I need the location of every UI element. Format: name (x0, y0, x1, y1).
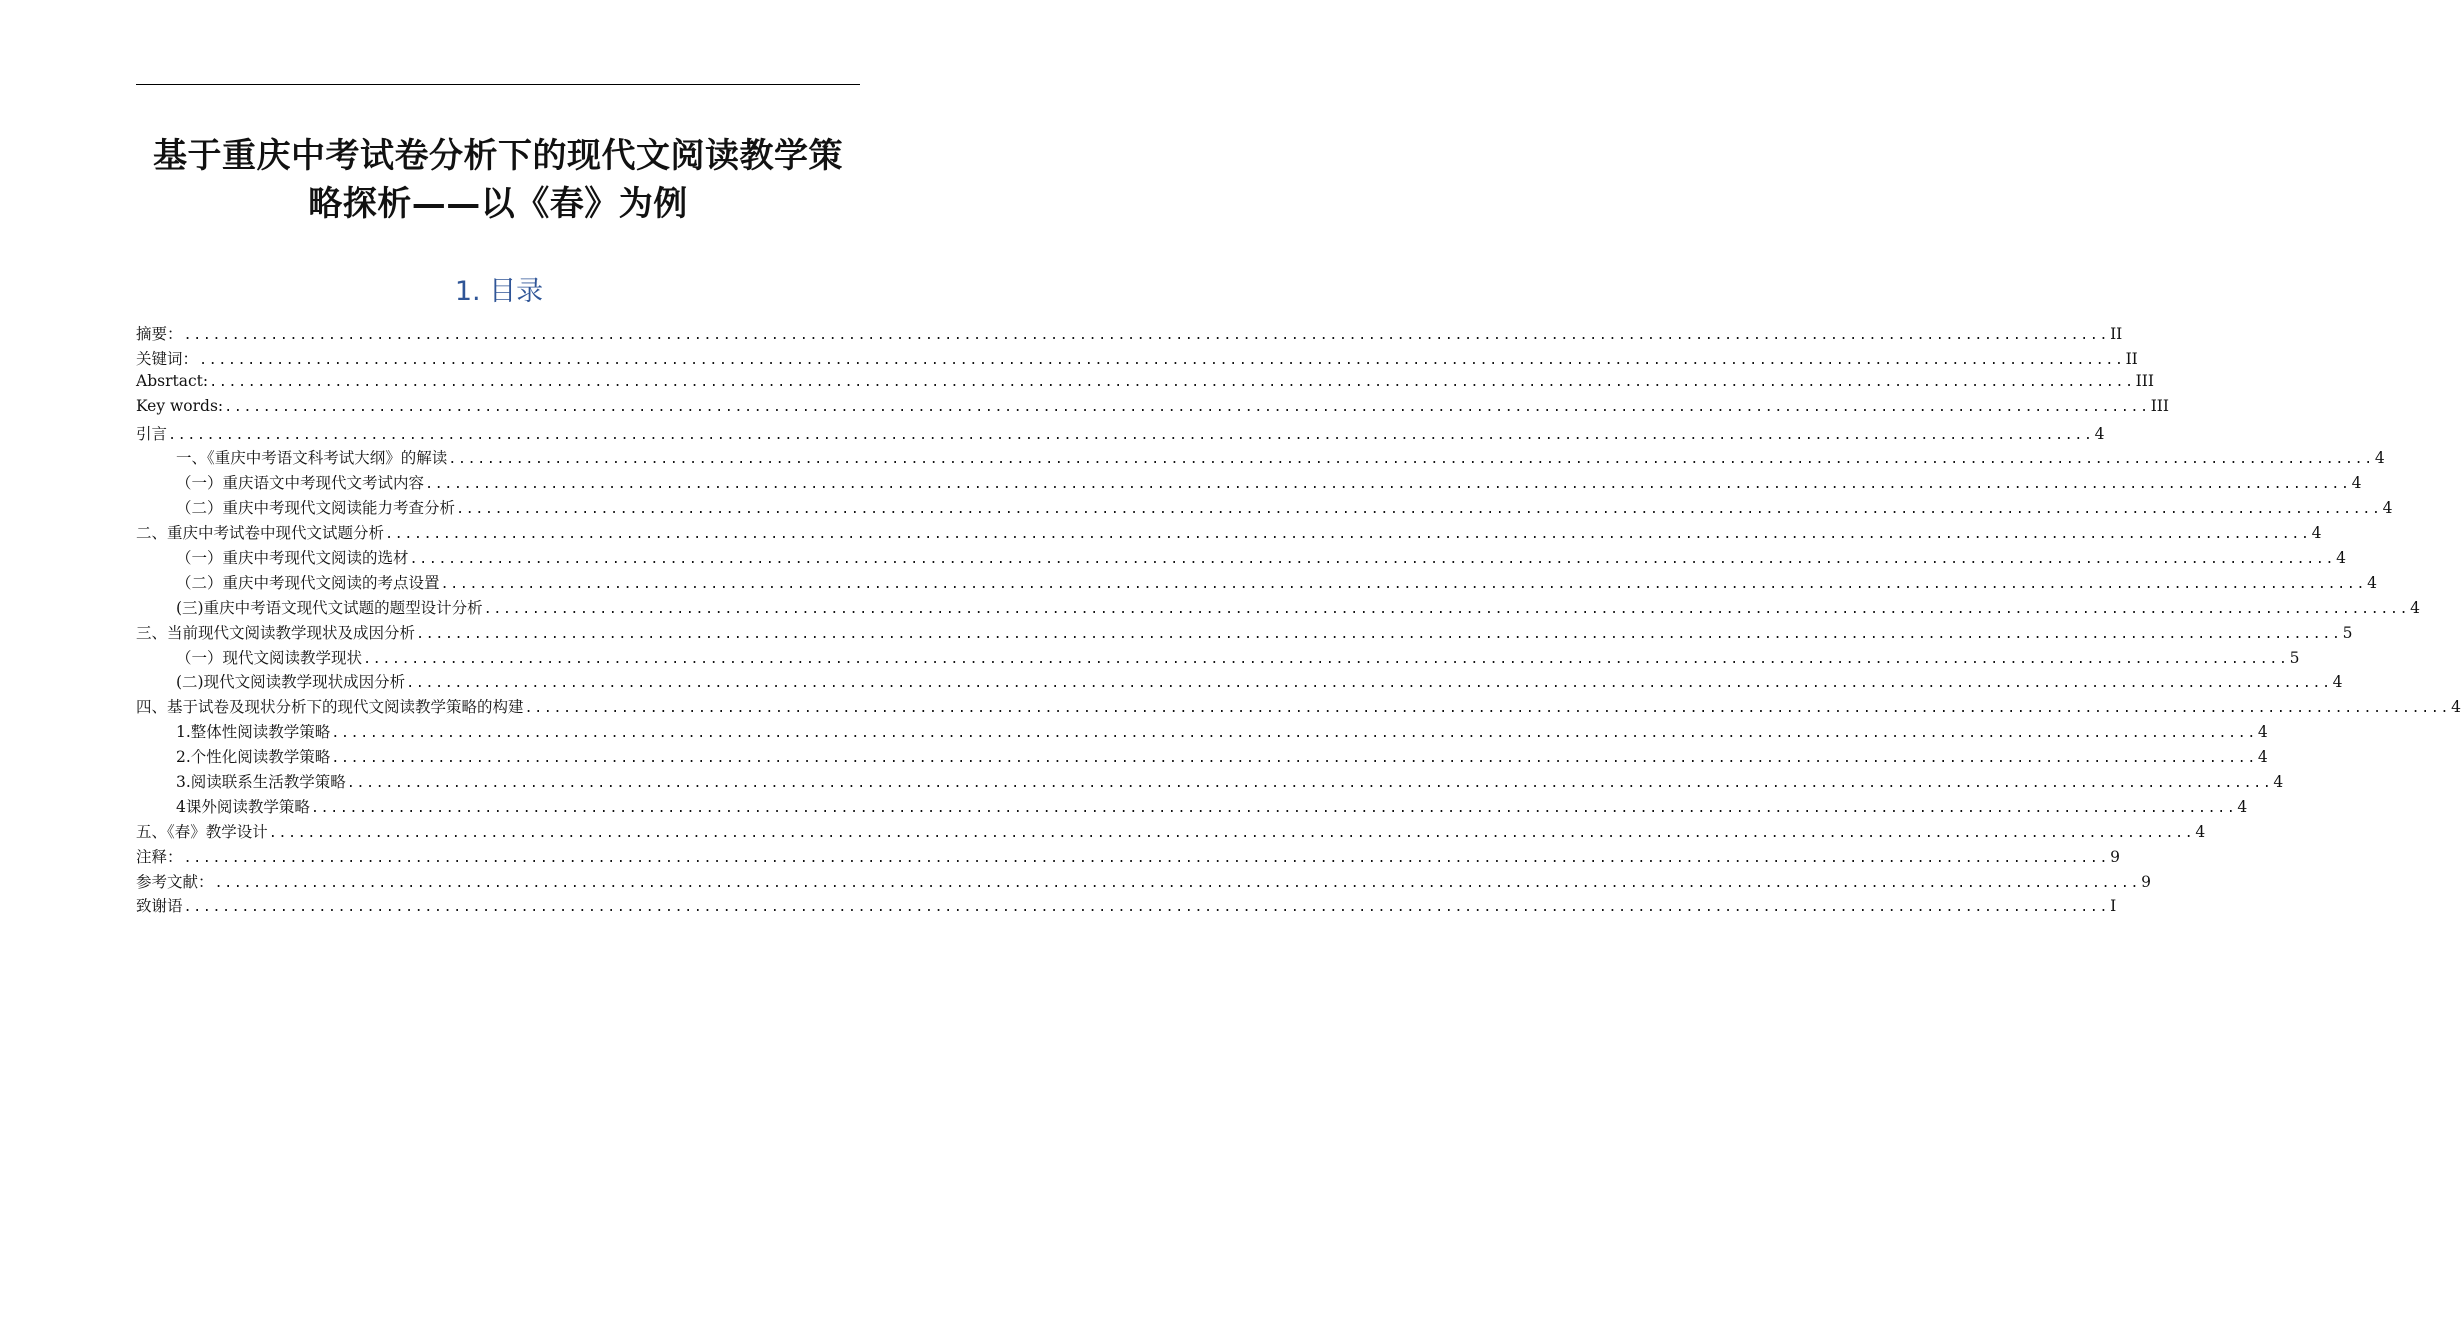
title-line-2: 略探析——以《春》为例 (308, 184, 688, 224)
toc-dot-leader: ........................................................................................................................................................................................................ (363, 650, 2289, 667)
toc-entry-label: (二)现代文阅读教学现状成因分析 (176, 673, 406, 692)
toc-dot-leader: ........................................................................................................................................................................................................ (440, 575, 2367, 592)
toc-entry[interactable] (136, 571, 2377, 596)
toc-entry-page-number: 4 (2273, 773, 2284, 792)
toc-dot-leader: ........................................................................................................................................................................................................ (183, 849, 2110, 866)
toc-entry-page-number: 9 (2141, 872, 2151, 891)
toc-entry-page-number: II (2125, 349, 2138, 368)
toc-dot-leader: ........................................................................................................................................................................................................ (456, 501, 2382, 518)
toc-dot-leader: ........................................................................................................................................................................................................ (385, 526, 2311, 543)
toc-entry[interactable] (136, 820, 2206, 845)
toc-entry-label: 致谢语 (136, 897, 183, 916)
toc-entry-label: Absrtact: (136, 371, 209, 390)
toc-dot-leader: ........................................................................................................................................................................................................ (214, 874, 2141, 891)
toc-entry-page-number: 4 (2257, 748, 2268, 767)
toc-entry[interactable] (136, 745, 2268, 770)
toc-entry-page-number: 5 (2289, 648, 2300, 667)
toc-dot-leader: ........................................................................................................................................................................................................ (268, 824, 2195, 841)
header-rule (136, 84, 860, 85)
toc-entry-page-number: 9 (2110, 847, 2120, 866)
toc-dot-leader: ........................................................................................................................................................................................................ (483, 600, 2410, 617)
toc-entry-label: （一）重庆语文中考现代文考试内容 (176, 474, 425, 493)
toc-entry[interactable] (136, 422, 2105, 447)
toc-entry-page-number: 4 (2311, 524, 2322, 543)
toc-entry[interactable] (136, 546, 2346, 571)
toc-dot-leader: ........................................................................................................................................................................................................ (310, 799, 2237, 816)
toc-entry-page-number: 4 (2410, 598, 2421, 617)
toc-entry[interactable] (136, 347, 2138, 372)
toc-entry-page-number: 4 (2237, 797, 2248, 816)
toc-entry[interactable] (136, 795, 2248, 820)
toc-entry[interactable] (136, 621, 2353, 646)
toc-entry-page-number: III (2150, 396, 2170, 415)
toc-entry-label: 摘要： (136, 325, 183, 343)
toc-entry[interactable] (136, 646, 2300, 671)
toc-entry-label: 五、《春》教学设计 (136, 822, 268, 841)
toc-dot-leader: ........................................................................................................................................................................................................ (183, 327, 2110, 343)
toc-entry[interactable] (136, 894, 2117, 919)
toc-entry-page-number: 5 (2342, 623, 2353, 642)
toc-entry[interactable] (136, 322, 2123, 347)
toc-entry[interactable] (136, 720, 2268, 745)
toc-entry-page-number: 4 (2332, 673, 2343, 692)
toc-dot-leader: ........................................................................................................................................................................................................ (199, 351, 2125, 368)
title-line-1: 基于重庆中考试卷分析下的现代文阅读教学策 (153, 136, 843, 176)
toc-entry-page-number: 4 (2195, 822, 2206, 841)
toc-entry-page-number: II (2110, 325, 2123, 343)
toc-dot-leader: ........................................................................................................................................................................................................ (183, 899, 2110, 916)
toc-dot-leader: ........................................................................................................................................................................................................ (331, 725, 2257, 742)
toc-entry-label: 注释： (136, 847, 183, 866)
toc-dot-leader: ........................................................................................................................................................................................................ (448, 451, 2374, 468)
toc-dot-leader: ........................................................................................................................................................................................................ (331, 750, 2257, 767)
toc-entry[interactable] (136, 446, 2385, 471)
toc-dot-leader: ........................................................................................................................................................................................................ (409, 551, 2336, 568)
table-of-contents (136, 322, 2461, 919)
toc-entry-page-number: 4 (2351, 474, 2362, 493)
toc-dot-leader: ........................................................................................................................................................................................................ (168, 426, 2094, 443)
toc-entry[interactable] (136, 596, 2421, 621)
toc-dot-leader: ........................................................................................................................................................................................................ (224, 398, 2150, 415)
toc-entry-label: 一、《重庆中考语文科考试大纲》的解读 (176, 449, 448, 468)
toc-entry[interactable] (136, 396, 2170, 422)
toc-entry[interactable] (136, 770, 2284, 795)
toc-entry-label: （一）现代文阅读教学现状 (176, 648, 363, 667)
toc-entry-label: (三)重庆中考语文现代文试题的题型设计分析 (176, 598, 483, 617)
toc-entry-label: 参考文献： (136, 872, 214, 891)
toc-entry-label: 1.整体性阅读教学策略 (176, 723, 331, 742)
toc-entry-page-number: 4 (2374, 449, 2385, 468)
toc-entry-label: 2.个性化阅读教学策略 (176, 748, 331, 767)
toc-dot-leader: ........................................................................................................................................................................................................ (524, 700, 2451, 717)
toc-entry[interactable] (136, 471, 2362, 496)
toc-entry-page-number: 4 (2367, 573, 2377, 592)
toc-entry[interactable] (136, 521, 2322, 546)
toc-entry-page-number: 4 (2094, 424, 2105, 443)
document-title (100, 132, 896, 228)
toc-entry-label: 四、基于试卷及现状分析下的现代文阅读教学策略的构建 (136, 698, 524, 717)
toc-entry-label: 引言 (136, 424, 168, 443)
toc-entry-label: 3.阅读联系生活教学策略 (176, 773, 346, 792)
toc-entry-page-number: 4 (2382, 499, 2393, 518)
toc-entry-label: Key words: (136, 396, 224, 415)
toc-dot-leader: ........................................................................................................................................................................................................ (425, 476, 2351, 493)
toc-entry-page-number: 4 (2257, 723, 2268, 742)
toc-entry-page-number: 4 (2336, 549, 2346, 568)
toc-entry[interactable] (136, 670, 2343, 695)
toc-entry[interactable] (136, 695, 2461, 720)
toc-entry-label: 关键词： (136, 349, 199, 368)
toc-entry-page-number: 4 (2451, 698, 2461, 717)
toc-entry-label: 三、当前现代文阅读教学现状及成因分析 (136, 623, 416, 642)
toc-entry-label: 4课外阅读教学策略 (176, 797, 310, 816)
toc-entry-label: （一）重庆中考现代文阅读的选材 (176, 549, 409, 568)
toc-entry-page-number: I (2110, 897, 2117, 916)
toc-dot-leader: ........................................................................................................................................................................................................ (346, 775, 2273, 792)
toc-dot-leader: ........................................................................................................................................................................................................ (209, 373, 2135, 390)
toc-entry-page-number: III (2135, 371, 2155, 390)
toc-entry[interactable] (136, 870, 2151, 895)
toc-entry[interactable] (136, 371, 2155, 397)
toc-entry[interactable] (136, 845, 2120, 870)
toc-entry[interactable] (136, 496, 2393, 521)
toc-heading: 1. 目录 (454, 276, 544, 307)
toc-dot-leader: ........................................................................................................................................................................................................ (416, 625, 2342, 642)
toc-dot-leader: ........................................................................................................................................................................................................ (406, 675, 2332, 692)
toc-entry-label: （二）重庆中考现代文阅读能力考查分析 (176, 499, 456, 518)
toc-entry-label: （二）重庆中考现代文阅读的考点设置 (176, 573, 440, 592)
toc-entry-label: 二、重庆中考试卷中现代文试题分析 (136, 524, 385, 543)
